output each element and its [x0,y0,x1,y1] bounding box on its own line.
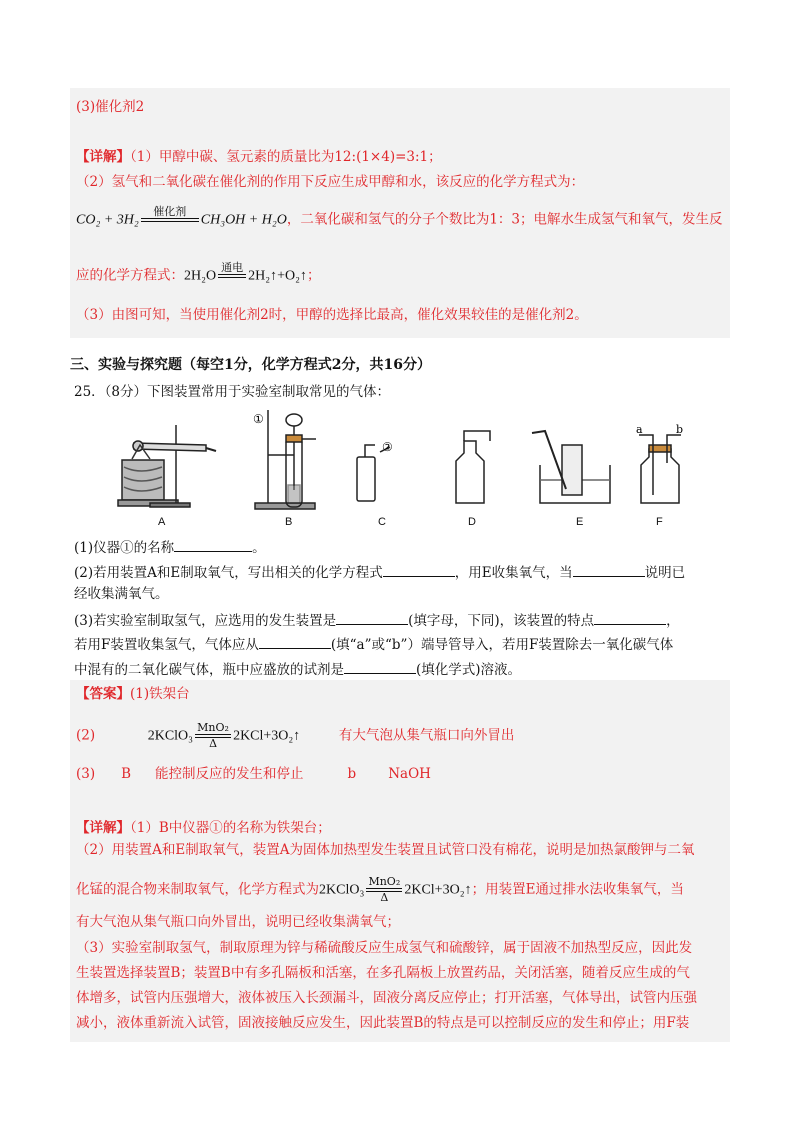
apparatus-f [639,435,681,503]
answer-blank[interactable] [259,636,331,649]
apparatus-label: D [468,516,476,528]
eq-right: 2H₂↑+O₂↑ [248,268,307,284]
detail-line: （3）由图可知，当使用催化剂2时，甲醇的选择比最高，催化效果较佳的是催化剂2。 [76,307,588,323]
detail-tag: 【详解】 [76,149,130,165]
question-line: (3)若实验室制取氢气，应选用的发生装置是 (填字母，下同)，该装置的特点 ， [74,613,680,629]
apparatus-label: A [158,516,166,528]
apparatus-label: F [656,516,663,528]
equation-line: 应的化学方程式：2H₂O 通电 2H₂↑+O₂↑； [76,262,321,290]
apparatus-figure [110,405,690,535]
detail-text: （1）甲醇中碳、氢元素的质量比为12:(1×4)=3:1； [130,149,442,165]
question-line: 若用F装置收集氢气，气体应从 (填“a”或“b”）端导管导入，若用F装置除去一氧化碳气体 [74,637,674,653]
answer-line: (2) 2KClO₃ $\frac{\text{MnO₂}}{\Delta}$ 2KCl+3O₂↑ 有大气泡从集气瓶口向外冒出 [76,721,515,750]
port-a-label: a [636,423,643,436]
detail-line [76,148,442,166]
detail-line: （3）实验室制取氢气，制取原理为锌与稀硫酸反应生成氢气和硫酸锌，属于固液不加热型反应，因此发 [76,940,693,956]
answer-blank[interactable] [573,564,645,577]
eq-left: 2H₂O [184,268,217,284]
apparatus-label: B [285,516,293,528]
question-stem: 25．（8分）下图装置常用于实验室制取常见的气体： [74,384,391,400]
detail-line: 有大气泡从集气瓶口向外冒出，说明已经收集满氧气； [76,914,400,930]
answer-line: 【答案】(1)铁架台 [76,686,190,702]
answer-blank[interactable] [344,661,416,674]
apparatus-label: E [576,516,584,528]
answer-line: (3) B 能控制反应的发生和停止 b NaOH [76,766,431,782]
detail-line: （2）用装置A和E制取氧气，装置A为固体加热型发生装置且试管口没有棉花，说明是加热氯酸钾与二氧 [76,842,695,858]
port-b-label: b [676,423,684,436]
eq-condition: 通电 [218,262,246,290]
answer-blank[interactable] [336,612,408,625]
equation-line [76,206,723,234]
section-title: 三、实验与探究题（每空1分，化学方程式2分，共16分） [70,357,431,373]
question-line: 中混有的二氧化碳气体，瓶中应盛放的试剂是 (填化学式)溶液。 [74,662,522,678]
marker-2: ② [382,440,393,454]
apparatus-e [532,431,610,503]
detail-line: 减小，液体重新流入试管，固液接触反应发生，因此装置B的特点是可以控制反应的发生和停止；用F装 [76,1015,690,1031]
detail-line: 化锰的混合物来制取氧气，化学方程式为2KClO₃ $\frac{\text{MnO₂}}{\Delta}$ 2KCl+3O₂↑；用装置E通过排水法收集氧气，当 [76,875,684,904]
question-line: (2)若用装置A和E制取氧气，写出相关的化学方程式 ，用E收集氧气，当 说明已 [74,565,686,581]
answer-blank[interactable] [594,612,666,625]
detail-line: 生装置选择装置B；装置B中有多孔隔板和活塞，在多孔隔板上放置药品，关闭活塞，随着反应生成的气 [76,965,690,981]
answer-line: (3)催化剂2 [76,99,145,115]
question-line: 经收集满氧气。 [74,586,169,602]
detail-line: （2）氢气和二氧化碳在催化剂的作用下反应生成甲醇和水，该反应的化学方程式为： [76,174,585,190]
eq-left: CO₂ + 3H₂ [76,212,139,228]
detail-text: 应的化学方程式： [76,267,184,284]
detail-text: ，二氧化碳和氢气的分子个数比为1：3；电解水生成氢气和氧气，发生反 [286,211,723,228]
eq-right: CH₃OH + H₂O [200,212,287,228]
answer-blank[interactable] [383,564,455,577]
question-line: (1)仪器①的名称 。 [74,540,266,556]
eq-condition: 催化剂 [141,206,199,234]
detail-line: 【详解】（1）B中仪器①的名称为铁架台； [76,820,331,836]
marker-1: ① [253,412,264,426]
apparatus-label: C [378,516,386,528]
apparatus-a [118,425,216,507]
detail-line: 体增多，试管内压强增大，液体被压入长颈漏斗，固液分离反应停止；打开活塞，气体导出，试管内压强 [76,990,697,1006]
apparatus-d [456,431,490,503]
answer-blank[interactable] [174,539,252,552]
apparatus-b [255,410,316,509]
